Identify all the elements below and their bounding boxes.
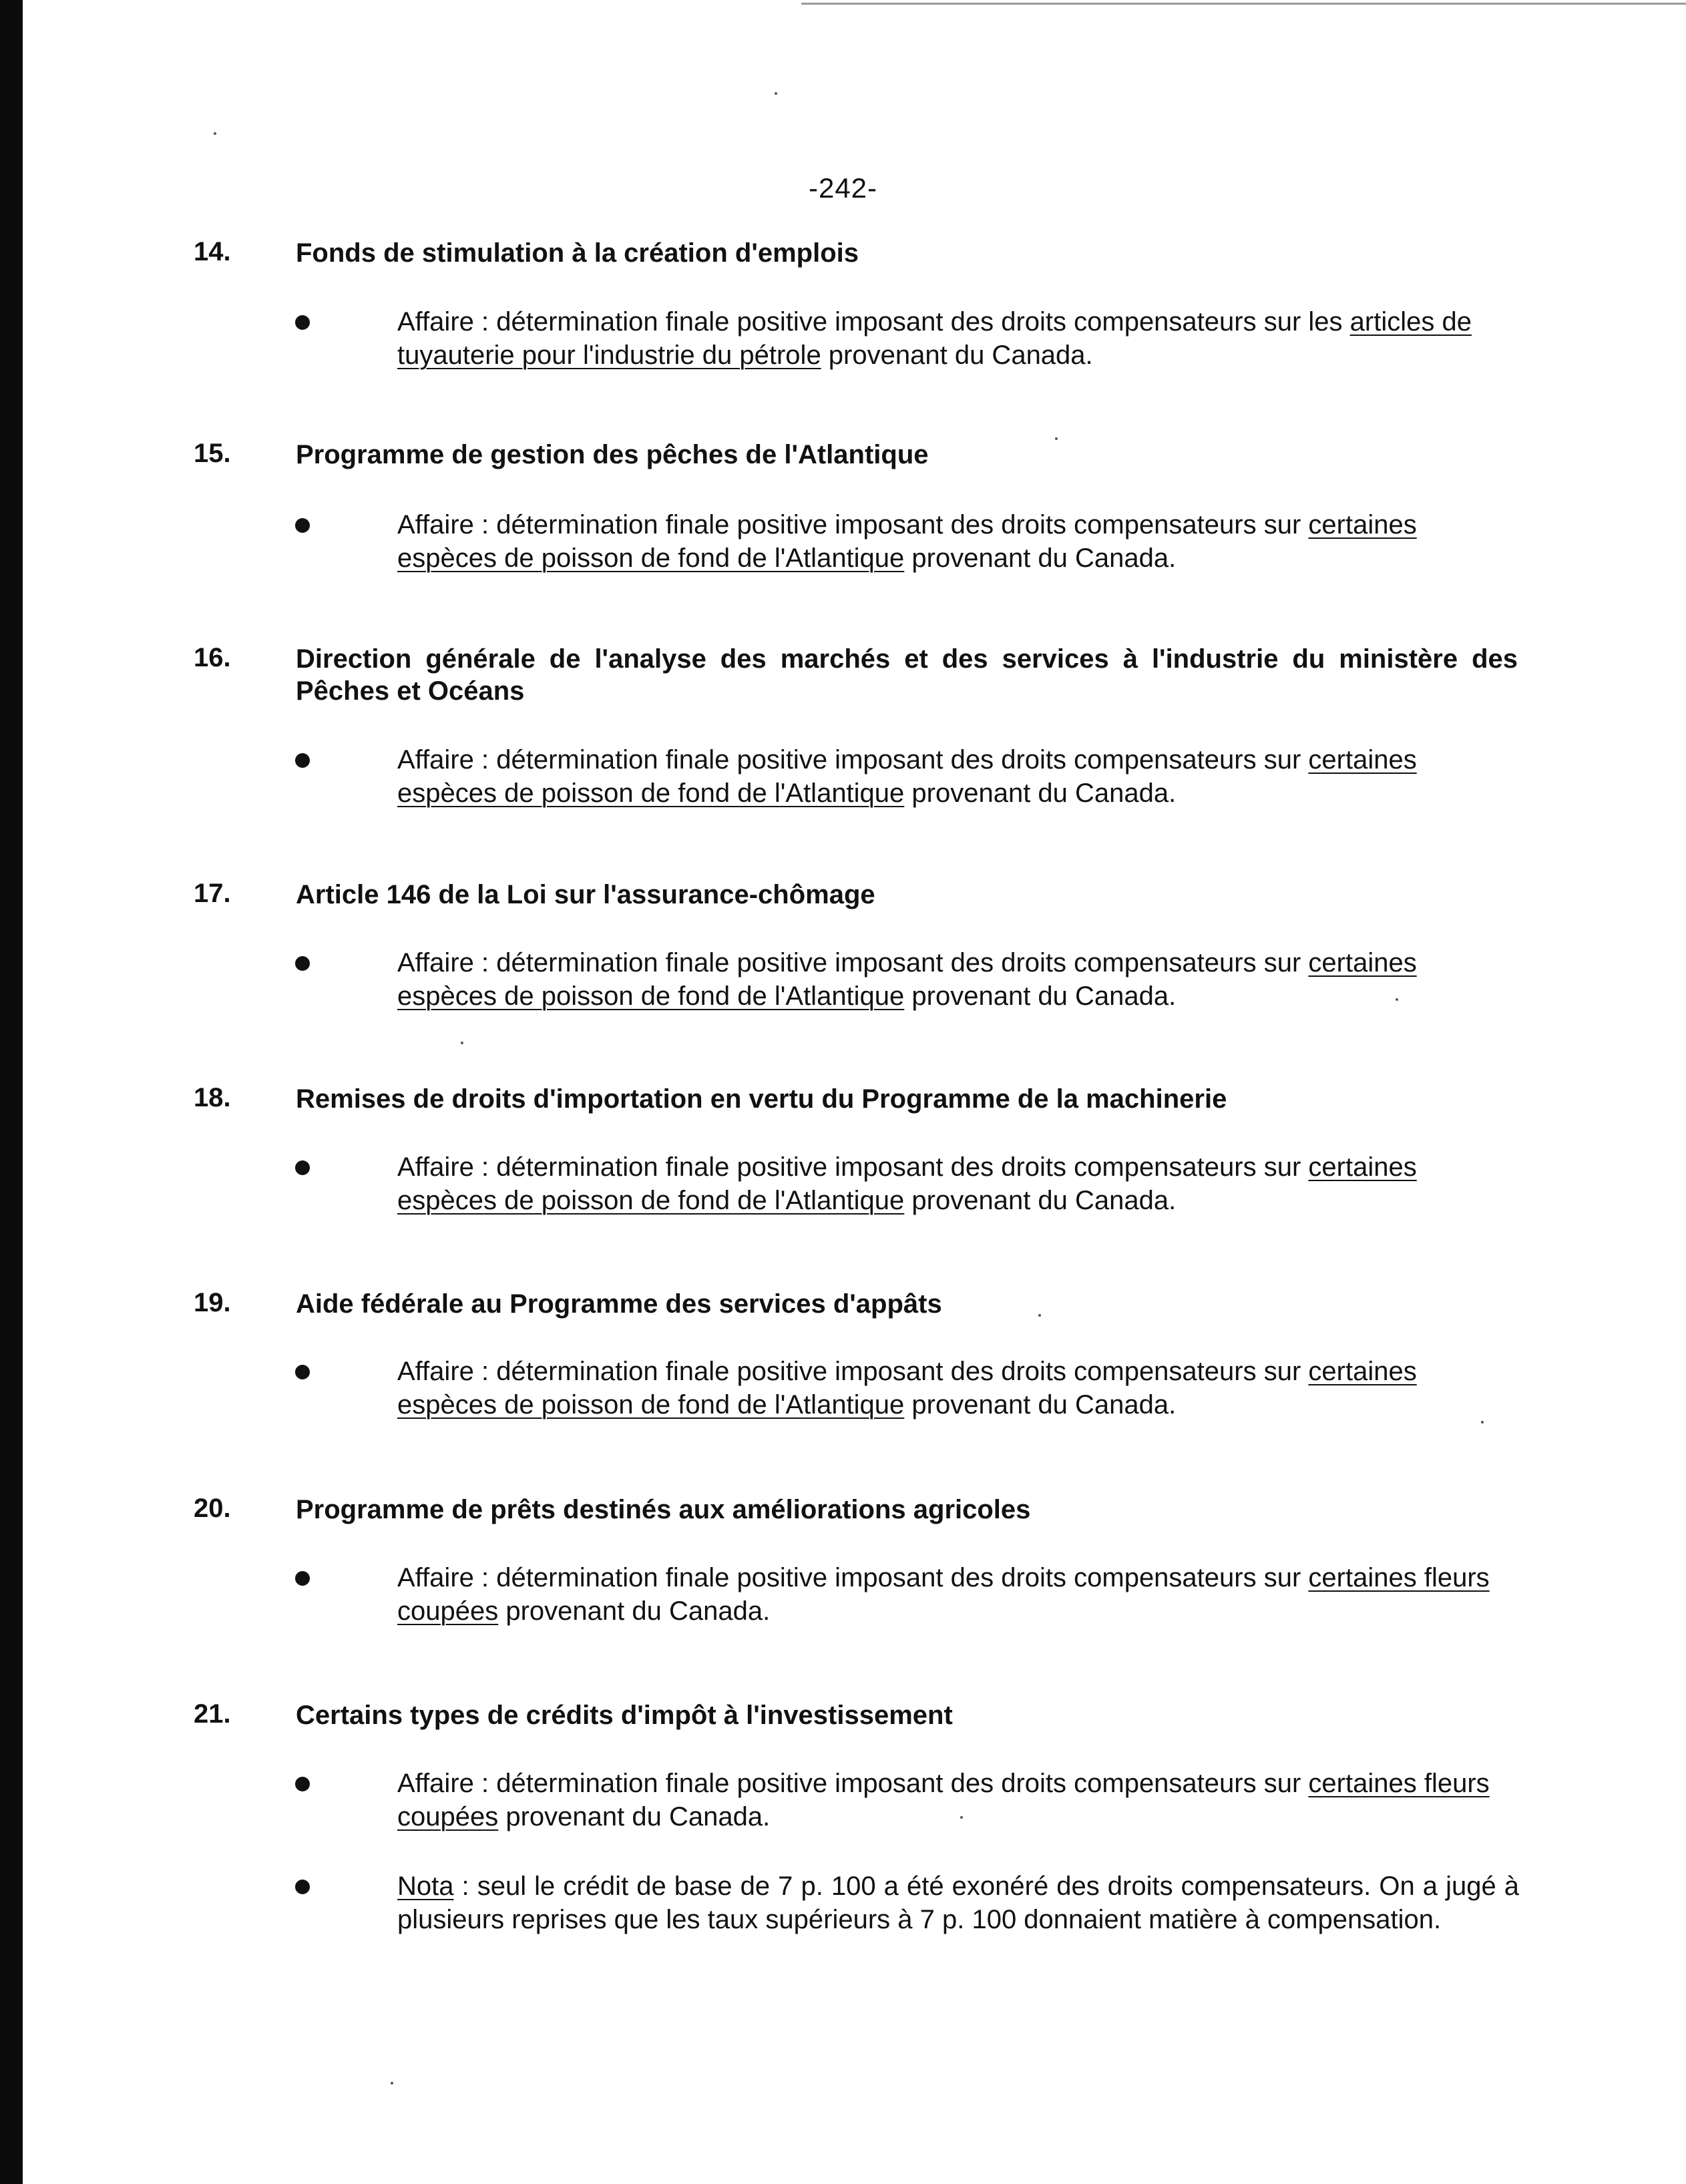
item-number: 21. — [194, 1699, 231, 1729]
scan-speck — [461, 1042, 463, 1044]
text-plain: Affaire : détermination finale positive imposant des droits compensateurs sur — [397, 1563, 1309, 1592]
scan-speck — [775, 92, 777, 95]
text-plain: Affaire : détermination finale positive imposant des droits compensateurs sur — [397, 948, 1309, 977]
item-title: Article 146 de la Loi sur l'assurance-chômage — [296, 880, 875, 909]
scan-speck — [1038, 1314, 1041, 1317]
item-text — [397, 305, 1519, 372]
page-number: -242- — [808, 172, 878, 204]
text-underlined: certaines espèces de poisson de fond de l'Atlantique — [397, 948, 1417, 1011]
item-text — [397, 946, 1519, 1013]
scan-edge-top — [801, 3, 1686, 5]
bullet-icon — [295, 1777, 310, 1791]
item-text — [397, 1150, 1519, 1217]
text-plain: Affaire : détermination finale positive imposant des droits compensateurs sur les — [397, 307, 1350, 337]
item-title: Programme de prêts destinés aux améliorations agricoles — [296, 1495, 1031, 1524]
text-plain: provenant du Canada. — [904, 1390, 1177, 1419]
bullet-icon — [295, 1880, 310, 1894]
bullet-icon — [295, 1365, 310, 1379]
item-text — [397, 743, 1519, 810]
bullet-icon — [295, 518, 310, 533]
scan-edge-left — [0, 0, 23, 2184]
bullet-icon — [295, 956, 310, 971]
text-underlined: certaines espèces de poisson de fond de l'Atlantique — [397, 1357, 1417, 1419]
bullet-icon — [295, 1571, 310, 1586]
item-title: Certains types de crédits d'impôt à l'investissement — [296, 1701, 953, 1730]
text-plain: Affaire : détermination finale positive imposant des droits compensateurs sur — [397, 510, 1309, 539]
item-text — [397, 1355, 1519, 1422]
text-plain: provenant du Canada. — [821, 341, 1093, 370]
item-title: Fonds de stimulation à la création d'emplois — [296, 238, 859, 268]
item-number: 18. — [194, 1083, 231, 1112]
item-number: 16. — [194, 643, 231, 672]
text-plain: Affaire : détermination finale positive imposant des droits compensateurs sur — [397, 1357, 1309, 1386]
text-plain: provenant du Canada. — [904, 1186, 1177, 1215]
text-plain: Affaire : détermination finale positive imposant des droits compensateurs sur — [397, 1152, 1309, 1182]
item-number: 19. — [194, 1288, 231, 1317]
text-plain: provenant du Canada. — [498, 1802, 771, 1831]
scan-speck — [960, 1816, 963, 1819]
item-number: 17. — [194, 879, 231, 908]
text-plain: provenant du Canada. — [498, 1596, 771, 1626]
text-underlined: certaines espèces de poisson de fond de l'Atlantique — [397, 510, 1417, 573]
scan-speck — [1396, 998, 1398, 1001]
item-number: 15. — [194, 439, 231, 468]
bullet-icon — [295, 753, 310, 768]
note-label: Nota — [397, 1872, 454, 1901]
item-number: 20. — [194, 1494, 231, 1523]
scan-speck — [1055, 437, 1058, 440]
text-underlined: certaines fleurs coupées — [397, 1769, 1490, 1831]
text-underlined: articles de tuyauterie pour l'industrie du pétrole — [397, 307, 1472, 370]
text-plain: : seul le crédit de base de 7 p. 100 a été exonéré des droits compensateurs. On a jugé à plusieurs reprises que les taux supérieurs à 7 p. 100 donnaient matière à compensation. — [397, 1872, 1519, 1934]
text-plain: provenant du Canada. — [904, 779, 1177, 808]
text-underlined: certaines espèces de poisson de fond de l'Atlantique — [397, 1152, 1417, 1215]
item-number: 14. — [194, 237, 231, 266]
bullet-icon — [295, 315, 310, 330]
text-underlined: certaines fleurs coupées — [397, 1563, 1490, 1626]
text-plain: Affaire : détermination finale positive imposant des droits compensateurs sur — [397, 745, 1309, 775]
scan-speck — [214, 132, 216, 135]
item-text — [397, 508, 1519, 575]
item-text — [397, 1767, 1519, 1833]
item-title: Aide fédérale au Programme des services d'appâts — [296, 1289, 942, 1319]
text-underlined: certaines espèces de poisson de fond de l'Atlantique — [397, 745, 1417, 808]
item-title: Remises de droits d'importation en vertu du Programme de la machinerie — [296, 1084, 1227, 1114]
scan-speck — [1481, 1421, 1484, 1424]
bullet-icon — [295, 1160, 310, 1175]
item-text — [397, 1561, 1519, 1628]
item-title: Programme de gestion des pêches de l'Atlantique — [296, 440, 929, 469]
note-text — [397, 1870, 1519, 1936]
scan-speck — [391, 2082, 393, 2085]
text-plain: provenant du Canada. — [904, 543, 1177, 573]
item-title: Direction générale de l'analyse des marchés et des services à l'industrie du ministère des Pêches et Océans — [296, 644, 1518, 706]
text-plain: provenant du Canada. — [904, 981, 1177, 1011]
text-plain: Affaire : détermination finale positive imposant des droits compensateurs sur — [397, 1769, 1309, 1798]
